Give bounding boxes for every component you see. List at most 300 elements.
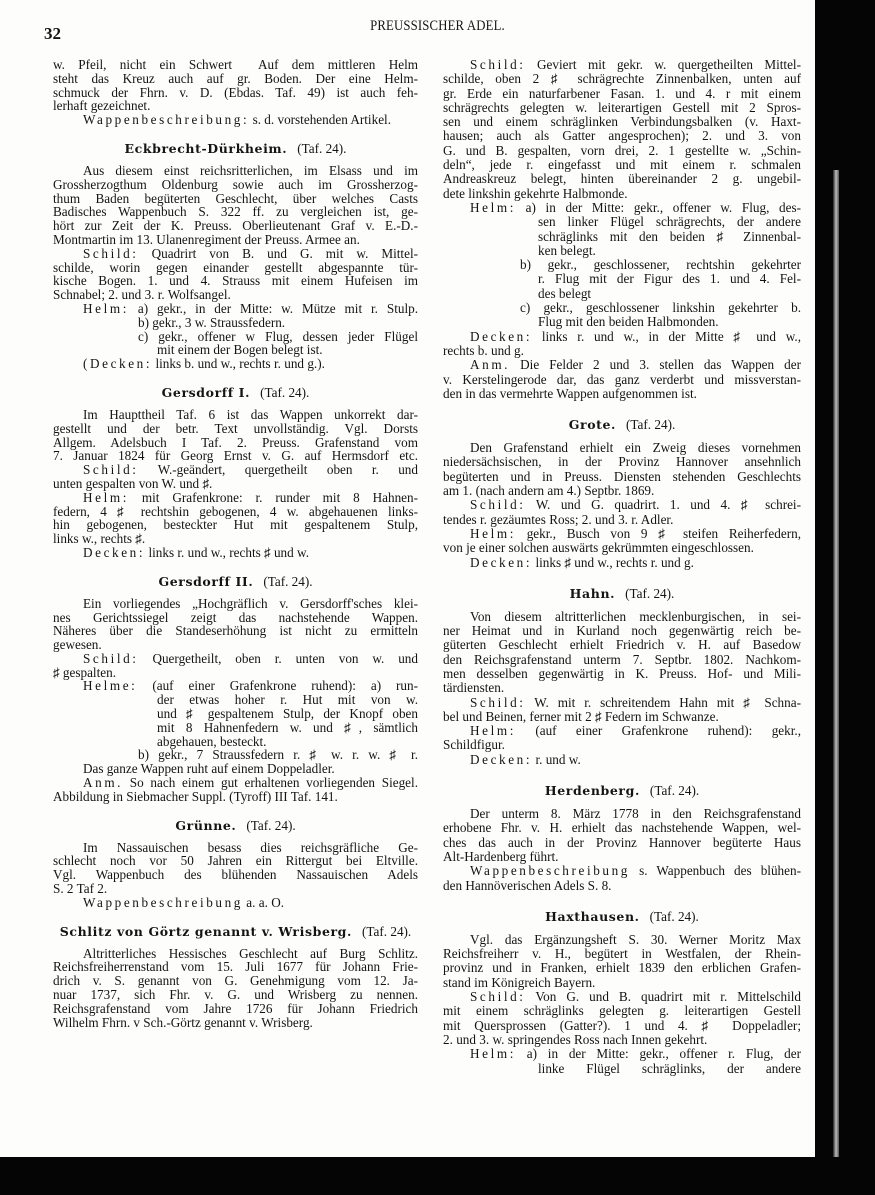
section-label: Schild: (470, 694, 526, 710)
line-text: So nach einem gut erhaltenen vorliegenden Siegel. (123, 775, 418, 791)
line-text: hört zur Zeit der K. Preuss. Oberlieutenant Graf v. E.-D.- (53, 218, 418, 234)
line-text: a) in der Mitte: gekr., offener w. Flug, des- (515, 199, 801, 215)
text-line (53, 408, 418, 422)
line-text: a. a. O. (243, 894, 285, 910)
text-line (443, 129, 801, 143)
text-line (53, 707, 418, 721)
text-line (53, 274, 418, 288)
line-text: tendes r. gezäumtes Ross; 2. und 3. r. Adler. (443, 511, 674, 527)
line-text: links b. und w., rechts r. und g.). (152, 356, 325, 372)
line-text: ches das auch in der Provinz Hannover begüterte Haus (443, 834, 801, 850)
text-line (53, 99, 418, 113)
family-name: Grote. (568, 417, 617, 433)
line-text: links w., rechts ♯. (53, 531, 146, 547)
text-line (443, 961, 801, 975)
text-line (443, 753, 801, 767)
text-line (443, 638, 801, 652)
text-line (53, 854, 418, 868)
text-line (53, 1002, 418, 1016)
text-line (443, 87, 801, 101)
plate-reference: (Taf. 24). (297, 140, 347, 156)
line-text: 7. Januar 1824 für Georg Ernst v. G. auf Hermsdorf etc. (53, 448, 418, 464)
line-text: schräglinks mit den beiden ♯ Zinnenbal- (538, 228, 801, 244)
text-line (443, 58, 801, 72)
text-line (443, 624, 801, 638)
text-line (443, 215, 801, 229)
text-line (53, 233, 418, 247)
text-line (53, 436, 418, 450)
text-line (53, 316, 418, 330)
text-line (443, 387, 801, 401)
text-line (53, 518, 418, 532)
line-text: ken belegt. (538, 242, 596, 258)
family-name: Gersdorff II. (158, 573, 254, 589)
text-line (53, 330, 418, 344)
text-line (53, 841, 418, 855)
text-line (53, 693, 418, 707)
line-text: Quergetheilt, oben r. unten von w. und (138, 650, 418, 666)
line-text: Die Felder 2 und 3. stellen das Wappen der (510, 357, 801, 373)
section-label: Schild: (470, 989, 526, 1005)
text-line (443, 610, 801, 624)
line-text: deln“, jede r. eingefasst und mit einem r. schmalen (443, 157, 801, 173)
section-label: Decken: (470, 328, 533, 344)
line-text: s. Wappenbuch des blühen- (630, 863, 801, 879)
text-line (53, 422, 418, 436)
entry-heading (53, 575, 418, 589)
plate-reference: (Taf. 24). (263, 573, 313, 589)
line-text: drich v. S. genannt von G. Genehmigung vom 12. Ja- (53, 973, 418, 989)
section-label: Anm. (83, 775, 124, 791)
text-line (443, 470, 801, 484)
text-line (443, 484, 801, 498)
text-line (53, 666, 418, 680)
section-label: Helm: (83, 489, 129, 505)
line-text: stand im Königreich Bayern. (443, 974, 596, 990)
text-line (53, 343, 418, 357)
line-text: Badisches Wappenbuch S. 322 ff. zu vergleichen ist, ge- (53, 204, 418, 220)
section-label: (Decken: (83, 356, 153, 372)
section-label: Wappenbeschreibung (470, 863, 630, 879)
section-label: Wappenbeschreibung: (83, 112, 250, 128)
text-line (443, 244, 801, 258)
line-text: Geviert mit gekr. w. quergetheilten Mittel- (525, 57, 801, 72)
text-line (443, 344, 801, 358)
text-line (53, 652, 418, 666)
text-line (53, 113, 418, 127)
text-line (53, 735, 418, 749)
text-block (443, 610, 801, 767)
line-text: mit Grafenkrone: r. runder mit 8 Hahnen- (128, 489, 418, 505)
line-text: unten gespalten von W. und ♯. (53, 475, 213, 491)
entry-heading (53, 925, 418, 939)
text-line (443, 821, 801, 835)
line-text: s. d. vorstehenden Artikel. (249, 112, 392, 128)
line-text: thum Baden begüterten Geschlecht, über welches Casts (53, 190, 418, 206)
family-name: Gersdorff I. (161, 384, 251, 400)
line-text: mit Quersprossen (Gatter?). 1 und 4. ♯ Doppeladler; (443, 1017, 801, 1033)
text-line (53, 72, 418, 86)
scan-streak (833, 170, 839, 1160)
line-text: Wilhelm Fhrn. v Sch.-Görtz genannt v. Wrisberg. (53, 1014, 313, 1030)
text-line (443, 738, 801, 752)
text-line (443, 258, 801, 272)
left-column (53, 58, 418, 1029)
text-line (53, 721, 418, 735)
line-text: links r. und w., in der Mitte ♯ und w., (532, 328, 801, 344)
text-line (53, 679, 418, 693)
text-line (53, 261, 418, 275)
text-line (443, 836, 801, 850)
line-text: der etwas hoher r. Hut mit von w. (157, 692, 418, 708)
text-line (443, 947, 801, 961)
line-text: schrägrechts gelegten w. leiterartigen Gestell mit 2 Spros- (443, 99, 801, 115)
text-line (53, 988, 418, 1002)
text-line (53, 974, 418, 988)
line-text: den Hannöverischen Adels S. 8. (443, 877, 612, 893)
text-line (53, 960, 418, 974)
line-text: a) gekr., in der Mitte: w. Mütze mit r. Stulp. (128, 300, 418, 316)
line-text: Allgem. Adelsbuch I Taf. 2. Preuss. Grafenstand vom (53, 434, 418, 450)
line-text: Montmartin im 13. Ulanenregiment der Preuss. Armee an. (53, 231, 360, 247)
entry-heading (443, 418, 801, 432)
section-label: Schild: (470, 497, 526, 513)
text-line (443, 455, 801, 469)
scan-border-right (815, 0, 875, 1195)
line-text: abgehauen, besteckt. (157, 733, 267, 749)
text-block (53, 841, 418, 910)
text-line (53, 302, 418, 316)
text-block (443, 807, 801, 893)
line-text: r. Flug mit der Figur des 1. und 4. Fel- (538, 271, 801, 287)
text-line (443, 724, 801, 738)
line-text: Vgl. das Ergänzungsheft S. 30. Werner Moritz Max (470, 931, 801, 947)
text-line (53, 477, 418, 491)
line-text: von je einer solchen auswärts gekrümmten eingeschlossen. (443, 540, 754, 556)
line-text: Flug mit den beiden Halbmonden. (538, 314, 719, 330)
plate-reference: (Taf. 24). (649, 783, 700, 799)
text-line (443, 72, 801, 86)
line-text: nuar 1737, sich Fhr. v. G. und Wrisberg zu nennen. (53, 987, 418, 1003)
line-text: lerhaft gezeichnet. (53, 98, 151, 114)
line-text: Von G. und B. quadrirt mit r. Mittelschild (525, 989, 801, 1005)
section-label: Helm: (470, 723, 516, 739)
text-line (443, 1047, 801, 1061)
line-text: Schildfigur. (443, 737, 505, 753)
text-line (443, 696, 801, 710)
text-line (443, 330, 801, 344)
line-text: Reichsgrafenstand vom Jahre 1726 für Johann Friedrich (53, 1000, 418, 1016)
line-text: güterten Geschlecht erhielt Friedrich v. H. auf Basedow (443, 637, 801, 653)
text-line (53, 178, 418, 192)
line-text: Schnabel; 2. und 3. r. Wolfsangel. (53, 287, 231, 303)
line-text: gr. Erde ein naturfarbener Fasan. 1. und 4. r mit einem (443, 85, 801, 101)
line-text: S. 2 Taf 2. (53, 881, 108, 897)
line-text: rechts b. und g. (443, 342, 524, 358)
text-line (53, 776, 418, 790)
line-text: Abbildung in Siebmacher Suppl. (Tyroff) III Taf. 141. (53, 788, 338, 804)
line-text: Quadrirt von B. und G. mit w. Mittel- (138, 245, 418, 261)
text-line (443, 667, 801, 681)
text-line (53, 449, 418, 463)
text-line (443, 556, 801, 570)
text-line (53, 192, 418, 206)
text-line (443, 879, 801, 893)
line-text: links r. und w., rechts ♯ und w. (145, 544, 309, 560)
text-line (443, 101, 801, 115)
line-text: Im Nassauischen besass dies reichsgräfliche Ge- (83, 839, 418, 855)
text-line (443, 653, 801, 667)
line-text: Der unterm 8. März 1778 in den Reichsgrafenstand (470, 806, 801, 822)
section-label: Decken: (83, 544, 146, 560)
text-line (443, 498, 801, 512)
line-text: v. Kerstelingerode dar, das ganz verderbt und missverstan- (443, 371, 801, 387)
text-block (53, 597, 418, 804)
text-line (443, 272, 801, 286)
line-text: schlecht noch vor 50 Jahren ein Rittergut bei Eltville. (53, 853, 418, 869)
text-line (443, 172, 801, 186)
line-text: Den Grafenstand erhielt ein Zweig dieses vornehmen (470, 440, 801, 456)
text-block (443, 58, 801, 401)
line-text: Andreaskreuz belegt, hinten übereinander 2 g. ungebil- (443, 171, 801, 187)
line-text: Reichsfreiherrenstand vom 15. Juli 1677 für Johann Frie- (53, 959, 418, 975)
line-text: b) gekr., 3 w. Straussfedern. (138, 314, 286, 330)
line-text: dete linkshin gekehrte Halbmonde. (443, 185, 628, 201)
right-column (443, 58, 801, 1076)
text-line (443, 187, 801, 201)
line-text: w. Pfeil, nicht ein Schwert Auf dem mittleren Helm (53, 57, 418, 72)
text-line (53, 762, 418, 776)
text-block (53, 408, 418, 560)
text-line (53, 896, 418, 910)
text-line (53, 947, 418, 961)
line-text: Näheres über die Standeserhöhung ist nicht zu ermitteln (53, 623, 418, 639)
text-line (443, 933, 801, 947)
line-text: c) gekr., geschlossener linkshin gekehrter b. (520, 300, 801, 316)
section-label: Anm. (470, 357, 511, 373)
text-line (443, 144, 801, 158)
section-label: Schild: (470, 57, 526, 72)
line-text: a) in der Mitte: gekr., offener r. Flug, der (515, 1046, 801, 1062)
line-text: federn, 4 ♯ rechtshin gebogenen, 4 w. abgehauenen links- (53, 503, 418, 519)
line-text: sen linker Flügel schrägrechts, der andere (538, 214, 801, 230)
section-label: Decken: (470, 554, 533, 570)
line-text: ner Heimat und in Kurland noch gegenwärtig reich be- (443, 623, 801, 639)
section-label: Helm: (470, 199, 516, 215)
family-name: Haxthausen. (545, 908, 640, 924)
text-line (53, 546, 418, 560)
entry-heading (443, 910, 801, 924)
family-name: Eckbrecht-Dürkheim. (124, 140, 288, 156)
text-line (53, 532, 418, 546)
text-line (443, 230, 801, 244)
text-block (53, 947, 418, 1030)
line-text: und ♯ gespaltenem Stulp, der Knopf oben (157, 706, 418, 722)
text-line (443, 513, 801, 527)
entry-heading (53, 386, 418, 400)
line-text: Reichsfreiherr v. H., begütert in Westfalen, der Rhein- (443, 946, 801, 962)
text-line (53, 624, 418, 638)
line-text: hin gebogenen, besteckter Hut mit gespaltenem Stulp, (53, 517, 418, 533)
text-line (53, 868, 418, 882)
line-text: nes Gerichtssiegel zeigt das nachstehende Wappen. (53, 609, 418, 625)
section-label: Schild: (83, 462, 139, 478)
line-text: Vgl. Wappenbuch des blühenden Nassauischen Adels (53, 867, 418, 883)
line-text: schmuck der Fhrn. v. D. (Ebdas. Taf. 49) ist auch feh- (53, 84, 418, 100)
text-line (53, 491, 418, 505)
line-text: Altritterliches Hessisches Geschlecht auf Burg Schlitz. (83, 945, 418, 961)
family-name: Herdenberg. (544, 783, 640, 799)
line-text: mit einem schräglinks gelegten g. leiterartigen Gestell (443, 1003, 801, 1019)
text-line (443, 115, 801, 129)
text-line (443, 301, 801, 315)
family-name: Schlitz von Görtz genannt v. Wrisberg. (59, 923, 352, 939)
entry-heading (53, 142, 418, 156)
line-text: Ein vorliegendes „Hochgräflich v. Gersdorff'sches klei- (83, 595, 418, 611)
line-text: am 1. (nach andern am 4.) Septbr. 1869. (443, 483, 655, 499)
line-text: niedersächsischen, in der Provinz Hannover ansehnlich (443, 454, 801, 470)
line-text: erhobene Fhr. v. H. erhielt das nachstehende Wappen, wel- (443, 820, 801, 836)
line-text: des belegt (538, 285, 592, 301)
entry-heading (443, 587, 801, 601)
text-line (443, 864, 801, 878)
line-text: men desselben gegenwärtig in K. Preuss. Hof- und Mili- (443, 665, 801, 681)
text-line (53, 505, 418, 519)
line-text: W. mit r. schreitendem Hahn mit ♯ Schna- (525, 694, 801, 710)
line-text: kische Bogen. 1. und 4. Strauss mit einem Hufeisen im (53, 273, 418, 289)
text-line (443, 358, 801, 372)
text-line (443, 850, 801, 864)
text-line (443, 527, 801, 541)
section-label: Wappenbeschreibung (83, 894, 243, 910)
line-text: den Reichsgrafenstand unterm 7. Septbr. 1802. Nachkom- (443, 651, 801, 667)
text-line (443, 990, 801, 1004)
text-line (53, 638, 418, 652)
text-line (443, 158, 801, 172)
text-line (53, 247, 418, 261)
section-label: Schild: (83, 245, 139, 261)
line-text: c) gekr., offener w Flug, dessen jeder Flügel (138, 328, 418, 344)
plate-reference: (Taf. 24). (649, 908, 699, 924)
line-text: b) gekr., geschlossener, rechtshin gekehrter (520, 257, 801, 273)
line-text: Grossherzogthum Oldenburg sowie auch im Grossherzog- (53, 176, 418, 192)
text-line (53, 882, 418, 896)
text-line (443, 1004, 801, 1018)
text-line (443, 976, 801, 990)
text-line (443, 287, 801, 301)
line-text: schilde, worin gegen einander gestellt abgespannte tür- (53, 259, 418, 275)
text-line (53, 748, 418, 762)
plate-reference: (Taf. 24). (625, 585, 675, 601)
line-text: (auf einer Grafenkrone ruhend): a) run- (137, 678, 418, 694)
line-text: b) gekr., 7 Straussfedern r. ♯ w. r. w. ♯ r. (138, 747, 418, 763)
family-name: Hahn. (569, 585, 616, 601)
text-line (443, 1019, 801, 1033)
text-block (443, 933, 801, 1076)
entry-heading (53, 819, 418, 833)
text-line (53, 58, 418, 72)
text-line (53, 205, 418, 219)
text-line (53, 790, 418, 804)
text-line (53, 86, 418, 100)
line-text: gewesen. (53, 637, 102, 653)
line-text: Von diesem altritterlichen mecklenburgischen, in sei- (470, 608, 801, 624)
family-name: Grünne. (175, 817, 237, 833)
line-text: G. und B. gespalten, vorn drei, 2. 1 gestellte w. „Schin- (443, 142, 801, 158)
section-label: Decken: (470, 751, 533, 767)
section-label: Helme: (83, 678, 138, 694)
text-line (53, 164, 418, 178)
plate-reference: (Taf. 24). (246, 817, 296, 833)
text-line (443, 807, 801, 821)
text-line (443, 541, 801, 555)
text-line (443, 1062, 801, 1076)
scan-border-bottom (0, 1157, 875, 1195)
section-label: Helm: (470, 1046, 516, 1062)
text-block (53, 58, 418, 127)
text-line (53, 219, 418, 233)
text-line (443, 681, 801, 695)
line-text: (auf einer Grafenkrone ruhend): gekr., (515, 723, 801, 739)
line-text: provinz und in Franken, erhielt 1839 den erblichen Grafen- (443, 960, 801, 976)
text-line (53, 1016, 418, 1030)
text-line (443, 315, 801, 329)
line-text: links ♯ und w., rechts r. und g. (532, 554, 694, 570)
line-text: begüterten und in Preuss. Diensten stehenden Geschlechts (443, 468, 801, 484)
line-text: linke Flügel schräglinks, der andere (538, 1060, 801, 1076)
line-text: Das ganze Wappen ruht auf einem Doppeladler. (83, 761, 335, 777)
text-line (443, 441, 801, 455)
line-text: den in das vermehrte Wappen aufgenommen ist. (443, 385, 697, 401)
section-label: Schild: (83, 650, 139, 666)
text-line (53, 357, 418, 371)
text-line (53, 463, 418, 477)
text-line (53, 611, 418, 625)
line-text: W.-geändert, quergetheilt oben r. und (138, 462, 418, 478)
line-text: W. und G. quadrirt. 1. und 4. ♯ schrei- (525, 497, 801, 513)
text-line (443, 373, 801, 387)
line-text: gestellt und der betr. Text unvollständig. Vgl. Dorsts (53, 420, 418, 436)
text-block (53, 164, 418, 371)
line-text: mit einem der Bogen belegt ist. (157, 342, 323, 358)
plate-reference: (Taf. 24). (626, 417, 676, 433)
text-block (443, 441, 801, 570)
text-line (443, 1033, 801, 1047)
text-line (53, 597, 418, 611)
line-text: sen und einem schräglinken Verbindungsbalken (v. Haxt- (443, 114, 801, 130)
line-text: Aus diesem einst reichsritterlichen, im Elsass und im (83, 162, 418, 178)
line-text: hausen; auch als Gatter angesprochen); 2. und 3. von (443, 128, 801, 144)
line-text: gekr., Busch von 9 ♯ steifen Reiherfedern, (515, 525, 801, 541)
line-text: Im Haupttheil Taf. 6 ist das Wappen unkorrekt dar- (83, 406, 418, 422)
text-line (443, 201, 801, 215)
section-label: Helm: (470, 525, 516, 541)
section-label: Helm: (83, 300, 129, 316)
line-text: 2. und 3. w. springendes Ross nach Innen gekehrt. (443, 1031, 708, 1047)
entry-heading (443, 784, 801, 798)
line-text: r. und w. (532, 751, 581, 767)
line-text: ♯ gespalten. (53, 664, 116, 680)
line-text: bel und Beinen, ferner mit 2 ♯ Federn im Schwanze. (443, 708, 719, 724)
text-line (53, 288, 418, 302)
running-title: PREUSSISCHER ADEL. (370, 18, 505, 34)
line-text: mit 8 Hahnenfedern w. und ♯, sämtlich (157, 719, 418, 735)
line-text: steht das Kreuz auch auf gr. Boden. Der eine Helm- (53, 70, 418, 86)
line-text: Alt-Hardenberg führt. (443, 848, 559, 864)
plate-reference: (Taf. 24). (361, 923, 412, 939)
line-text: tärdiensten. (443, 680, 505, 696)
line-text: schilde, oben 2 ♯ schrägrechte Zinnenbalken, unten auf (443, 71, 801, 87)
